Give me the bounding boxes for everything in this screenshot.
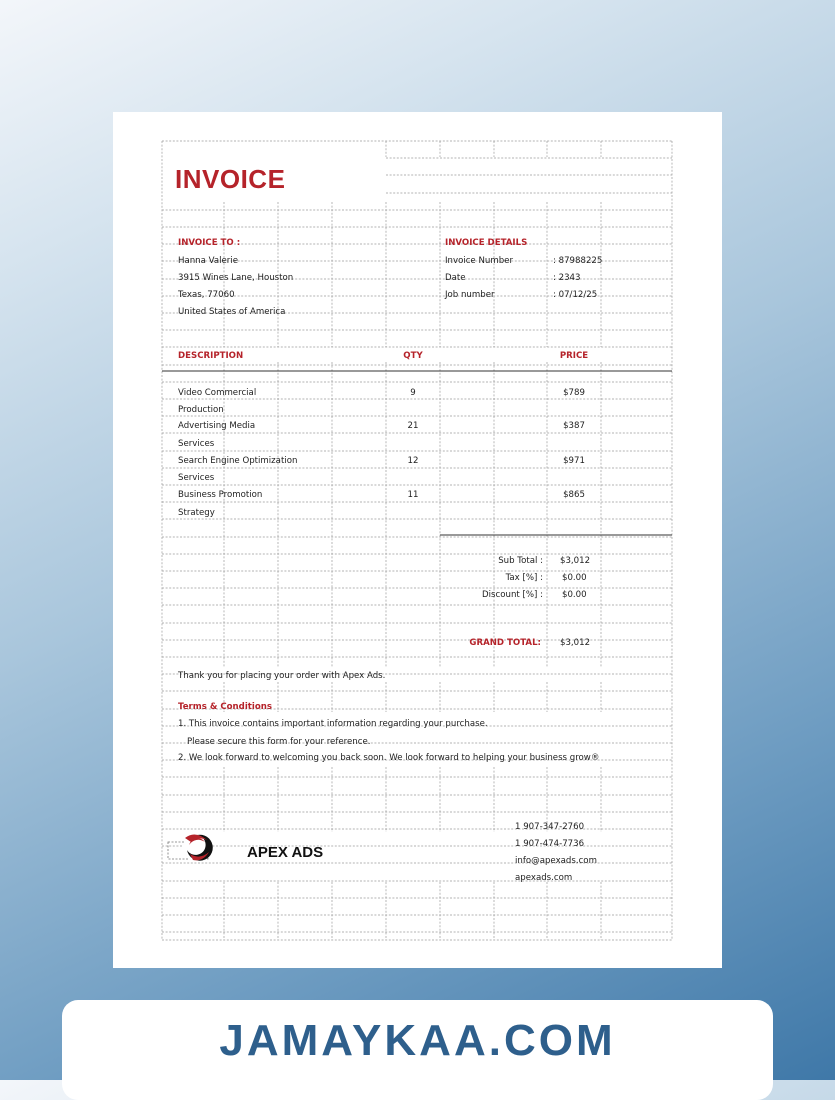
discount-label: Discount [%] :	[482, 590, 543, 600]
watermark-banner	[62, 1000, 773, 1100]
item-2-qty: 21	[407, 421, 419, 431]
item-3-desc-cont: Services	[178, 473, 215, 483]
item-4-desc: Business Promotion	[178, 490, 263, 500]
apex-ads-logo-icon	[167, 828, 219, 868]
item-3-qty: 12	[407, 456, 419, 466]
grand-total-value: $3,012	[560, 638, 591, 648]
details-value-number: : 87988225	[553, 256, 603, 266]
item-1-desc: Video Commercial	[178, 388, 257, 398]
details-heading: INVOICE DETAILS	[445, 238, 528, 248]
item-1-desc-cont: Production	[178, 405, 224, 415]
terms-line-1b: Please secure this form for your reference.	[187, 737, 371, 747]
subtotal-label: Sub Total :	[498, 556, 543, 566]
company-website: apexads.com	[515, 873, 573, 883]
tax-label: Tax [%] :	[505, 573, 543, 583]
company-phone-2: 1 907-474-7736	[515, 839, 585, 849]
details-label-date: Date	[445, 273, 466, 283]
item-4-price: $865	[563, 490, 585, 500]
invoice-title: INVOICE	[175, 164, 286, 194]
bill-to-heading: INVOICE TO :	[178, 238, 241, 248]
thank-you-note: Thank you for placing your order with Apex Ads.	[178, 671, 386, 681]
header-price: PRICE	[559, 351, 589, 361]
watermark-text: JAMAYKAA.COM	[219, 1016, 616, 1065]
item-2-desc: Advertising Media	[178, 421, 256, 431]
terms-line-2: 2. We look forward to welcoming you back soon. We look forward to helping your business grow®	[178, 753, 600, 763]
subtotal-value: $3,012	[560, 556, 591, 566]
bill-to-city: Texas, 77060	[178, 290, 235, 300]
item-2-desc-cont: Services	[178, 439, 215, 449]
discount-value: $0.00	[562, 590, 587, 600]
header-description: DESCRIPTION	[178, 351, 244, 361]
bill-to-street: 3915 Wines Lane, Houston	[178, 273, 294, 283]
item-3-desc: Search Engine Optimization	[178, 456, 298, 466]
item-4-desc-cont: Strategy	[178, 508, 215, 518]
item-3-price: $971	[563, 456, 585, 466]
item-1-qty: 9	[410, 388, 416, 398]
invoice-sheet	[113, 112, 722, 968]
company-email: info@apexads.com	[515, 856, 597, 866]
terms-heading: Terms & Conditions	[178, 702, 272, 712]
item-2-price: $387	[563, 421, 585, 431]
terms-line-1: 1. This invoice contains important information regarding your purchase.	[178, 719, 488, 729]
grand-total-label: GRAND TOTAL:	[469, 638, 541, 648]
details-value-date: : 2343	[553, 273, 581, 283]
item-4-qty: 11	[407, 490, 419, 500]
company-phone-1: 1 907-347-2760	[515, 822, 585, 832]
bill-to-name: Hanna Valerie	[178, 256, 238, 266]
company-name: APEX ADS	[247, 844, 324, 861]
details-label-job: Job number	[445, 290, 495, 300]
tax-value: $0.00	[562, 573, 587, 583]
item-1-price: $789	[563, 388, 585, 398]
details-label-number: Invoice Number	[445, 256, 513, 266]
header-qty: QTY	[403, 351, 423, 361]
bill-to-country: United States of America	[178, 307, 286, 317]
details-value-job: : 07/12/25	[553, 290, 598, 300]
